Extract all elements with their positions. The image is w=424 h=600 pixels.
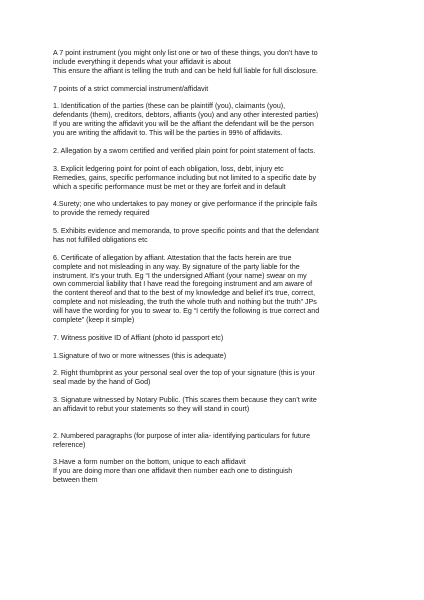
text-line: the content thereof and that to the best of my knowledge and belief it’s true, correct, xyxy=(53,289,316,298)
text-line: 7 points of a strict commercial instrument/affidavit xyxy=(53,84,209,93)
text-line: has not fulfilled obligations etc xyxy=(53,235,148,244)
text-line: 2. Numbered paragraphs (for purpose of inter alia- identifying particulars for future xyxy=(53,431,311,440)
text-line: 6. Certificate of allegation by affiant. Attestation that the facts herein are true xyxy=(53,253,292,262)
text-line: seal made by the hand of God) xyxy=(53,378,151,387)
witness-item-1 xyxy=(53,352,388,361)
text-line: 1. Identification of the parties (these can be plaintiff (you), claimants (you), xyxy=(53,102,286,111)
text-line: complete and not misleading, the truth the whole truth and nothing but the truth” JPs xyxy=(53,298,317,307)
text-line: an affidavit to rebut your statements so they will stand in court) xyxy=(53,405,250,414)
text-line: between them xyxy=(53,476,98,485)
text-line: 4.Surety; one who undertakes to pay money or give performance if the principle fails xyxy=(53,200,318,209)
text-line: 3. Explicit ledgering point for point of each obligation, loss, debt, injury etc xyxy=(53,164,284,173)
blank-line xyxy=(53,423,388,432)
point-6-paragraph xyxy=(53,254,388,325)
witness-item-2 xyxy=(53,369,388,387)
text-line: complete and not misleading in any way. By signature of the party liable for the xyxy=(53,262,300,271)
numbered-paragraphs-item xyxy=(53,432,388,450)
text-line: will have the wording for you to swear to. Eg “I certify the following is true correct and xyxy=(53,307,320,316)
text-line: 7. Witness positive ID of Affiant (photo id passport etc) xyxy=(53,333,224,342)
text-line: 2. Right thumbprint as your personal seal over the top of your signature (this is your xyxy=(53,369,315,378)
document-body xyxy=(53,49,388,494)
text-line: If you are doing more than one affidavit then number each one to distinguish xyxy=(53,467,293,476)
form-number-item xyxy=(53,458,388,485)
text-line: defendants (them), creditors, debtors, affiants (you) and any other interested parties) xyxy=(53,111,319,120)
text-line: reference) xyxy=(53,440,86,449)
point-3-paragraph xyxy=(53,165,388,192)
text-line: complete” (keep it simple) xyxy=(53,316,135,325)
text-line: 5. Exhibits evidence and memoranda, to prove specific points and that the defendant xyxy=(53,227,319,236)
section-heading xyxy=(53,85,388,94)
text-line: Remedies, gains, specific performance including but not limited to a specific date by xyxy=(53,173,316,182)
point-2-paragraph xyxy=(53,147,388,156)
witness-item-3 xyxy=(53,396,388,414)
text-line: This ensure the affiant is telling the truth and can be held full liable for full disclosure. xyxy=(53,66,318,75)
text-line: to provide the remedy required xyxy=(53,209,150,218)
point-5-paragraph xyxy=(53,227,388,245)
text-line: you are writing the affidavit to. This will be the parties in 99% of affidavits. xyxy=(53,129,283,138)
intro-paragraph xyxy=(53,49,388,76)
text-line: own commercial liability that I have read the foregoing instrument and am aware of xyxy=(53,280,313,289)
text-line: 1.Signature of two or more witnesses (this is adequate) xyxy=(53,351,227,360)
point-1-paragraph xyxy=(53,102,388,138)
point-4-paragraph xyxy=(53,200,388,218)
text-line: include everything it depends what your affidavit is about xyxy=(53,57,231,66)
text-line: 3.Have a form number on the bottom, unique to each affidavit xyxy=(53,458,246,467)
text-line: 2. Allegation by a sworn certified and verified plain point for point statement of facts. xyxy=(53,146,316,155)
text-line: instrument. It’s your truth. Eg “I the undersigned Affiant (your name) swear on my xyxy=(53,271,307,280)
text-line: 3. Signature witnessed by Notary Public. (This scares them because they can’t write xyxy=(53,396,317,405)
point-7-paragraph xyxy=(53,334,388,343)
text-line: If you are writing the affidavit you will be the affiant the defendant will be the person xyxy=(53,120,314,129)
text-line: A 7 point instrument (you might only list one or two of these things, you don’t have to xyxy=(53,49,318,57)
text-line: which a specific performance must be met or they are forfeit and in default xyxy=(53,182,286,191)
